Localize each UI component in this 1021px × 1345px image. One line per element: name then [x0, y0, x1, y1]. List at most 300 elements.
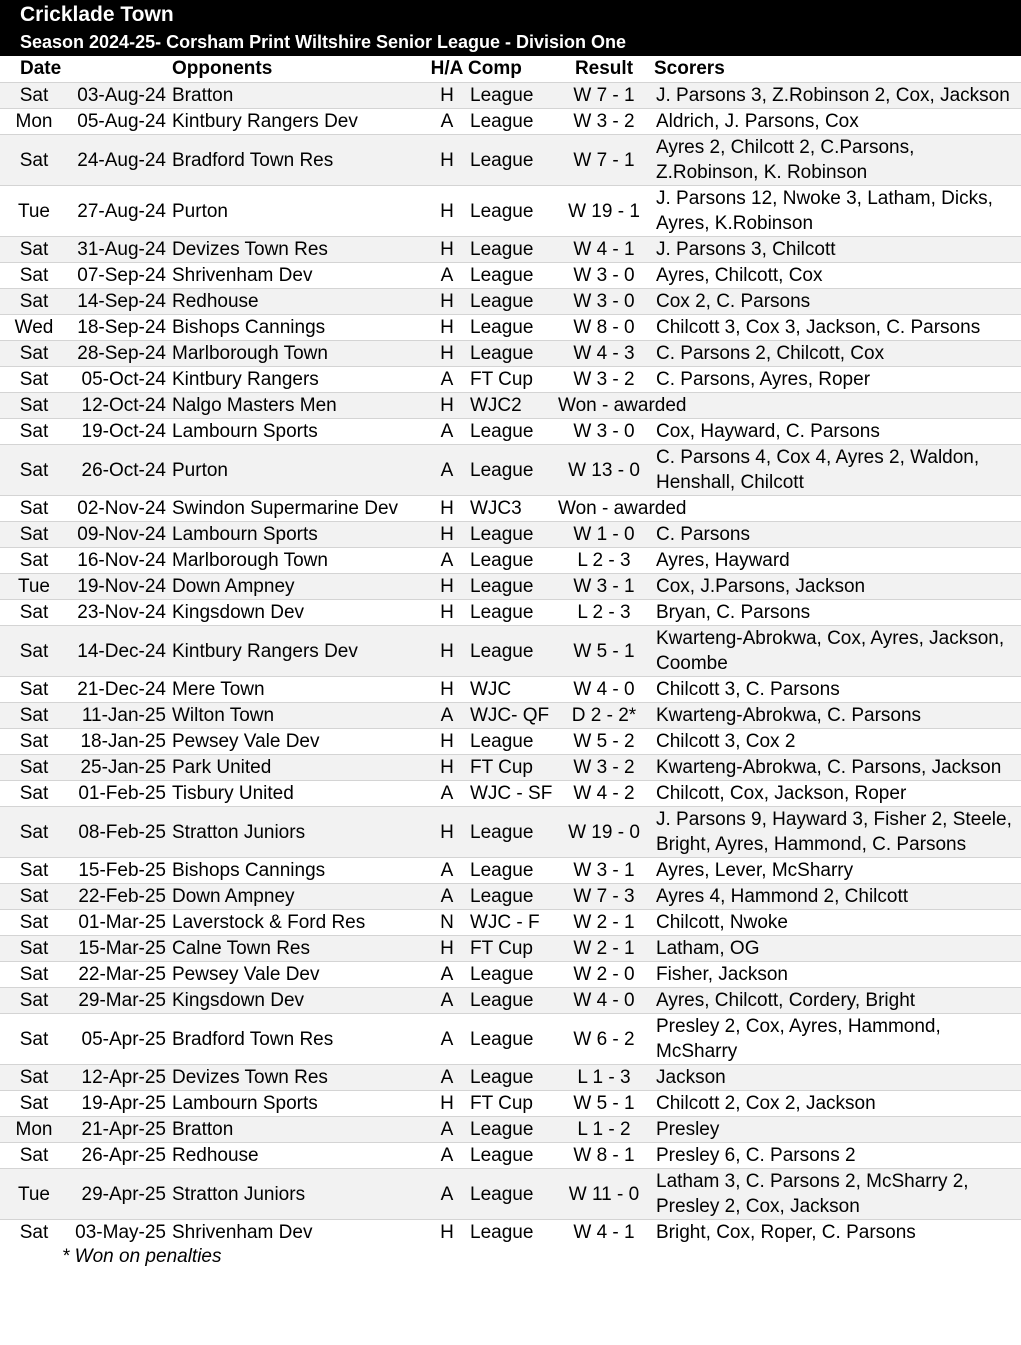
table-row — [0, 289, 1021, 315]
fixture-scorers: C. Parsons 4, Cox 4, Ayres 2, Waldon, Henshall, Chilcott — [656, 447, 980, 493]
fixture-result: W 7 - 3 — [573, 886, 635, 907]
fixture-competition: FT Cup — [470, 938, 534, 959]
fixture-date: 01-Mar-25 — [78, 912, 166, 933]
fixture-opponent: Stratton Juniors — [172, 1183, 306, 1205]
table-row — [0, 677, 1021, 703]
table-row — [0, 135, 1021, 186]
fixture-date: 03-Aug-24 — [77, 85, 166, 106]
fixture-date: 02-Nov-24 — [77, 498, 166, 519]
fixture-venue: A — [440, 705, 454, 726]
fixture-opponent: Marlborough Town — [172, 550, 328, 571]
fixture-result: W 8 - 0 — [573, 317, 635, 338]
fixture-day: Sat — [19, 421, 49, 442]
table-row — [0, 1091, 1021, 1117]
table-row — [0, 807, 1021, 858]
fixture-opponent: Lambourn Sports — [172, 524, 318, 545]
table-row — [0, 703, 1021, 729]
fixture-scorers: J. Parsons 3, Chilcott — [656, 239, 836, 260]
fixture-scorers: Presley — [656, 1119, 720, 1140]
fixture-venue: A — [440, 964, 454, 985]
season-subtitle: Season 2024-25- Corsham Print Wiltshire Senior League - Division One — [20, 32, 627, 52]
fixture-day: Wed — [14, 317, 54, 338]
fixture-competition: League — [470, 964, 534, 985]
fixture-competition: League — [470, 821, 534, 843]
fixture-date: 03-May-25 — [75, 1222, 166, 1243]
fixture-opponent: Laverstock & Ford Res — [172, 912, 366, 933]
fixture-day: Sat — [19, 886, 49, 907]
fixture-venue: A — [440, 1067, 454, 1088]
fixture-opponent: Purton — [172, 200, 228, 222]
fixture-date: 26-Oct-24 — [81, 459, 166, 481]
fixture-day: Tue — [17, 1183, 51, 1205]
fixture-result: W 5 - 1 — [573, 640, 635, 662]
fixture-scorers: Chilcott 2, Cox 2, Jackson — [656, 1093, 876, 1114]
fixture-scorers: Ayres, Chilcott, Cordery, Bright — [656, 990, 916, 1011]
fixture-scorers: Fisher, Jackson — [656, 964, 788, 985]
fixture-date: 25-Jan-25 — [80, 757, 166, 778]
fixture-opponent: Shrivenham Dev — [172, 265, 313, 286]
fixture-date: 28-Sep-24 — [77, 343, 166, 364]
fixture-result: W 4 - 0 — [573, 679, 635, 700]
fixture-venue: A — [440, 783, 454, 804]
fixture-competition: League — [470, 1119, 534, 1140]
fixture-date: 24-Aug-24 — [77, 149, 166, 171]
fixture-competition: League — [470, 1028, 534, 1050]
table-row — [0, 574, 1021, 600]
fixture-date: 23-Nov-24 — [77, 602, 166, 623]
fixture-opponent: Kintbury Rangers — [172, 369, 319, 390]
fixture-scorers: J. Parsons 12, Nwoke 3, Latham, Dicks, Ayres, K.Robinson — [656, 188, 993, 234]
fixture-opponent: Wilton Town — [172, 705, 275, 726]
column-header-result: Result — [574, 58, 634, 79]
fixture-scorers: Latham, OG — [656, 938, 760, 959]
fixture-venue: H — [440, 679, 454, 700]
fixture-date: 05-Aug-24 — [77, 111, 166, 132]
fixture-competition: League — [470, 317, 534, 338]
fixture-opponent: Tisbury United — [172, 783, 294, 804]
fixture-venue: H — [440, 524, 454, 545]
table-row — [0, 988, 1021, 1014]
fixture-date: 26-Apr-25 — [81, 1145, 166, 1166]
fixture-result: W 3 - 0 — [573, 291, 635, 312]
table-row — [0, 600, 1021, 626]
fixture-day: Sat — [19, 265, 49, 286]
fixture-date: 22-Feb-25 — [78, 886, 166, 907]
table-row — [0, 263, 1021, 289]
fixture-scorers: Bright, Cox, Roper, C. Parsons — [656, 1222, 916, 1243]
fixture-result: W 3 - 2 — [573, 757, 635, 778]
table-row — [0, 186, 1021, 237]
fixture-competition: League — [470, 731, 534, 752]
fixture-day: Sat — [19, 783, 49, 804]
table-row — [0, 341, 1021, 367]
fixture-day: Sat — [19, 395, 49, 416]
fixture-scorers: Aldrich, J. Parsons, Cox — [656, 111, 859, 132]
fixture-competition: League — [470, 421, 534, 442]
fixture-result: L 2 - 3 — [577, 550, 631, 571]
fixture-day: Sat — [19, 705, 49, 726]
table-row — [0, 237, 1021, 263]
fixture-competition: League — [470, 459, 534, 481]
fixture-venue: H — [440, 938, 454, 959]
fixture-scorers: Chilcott, Cox, Jackson, Roper — [656, 783, 907, 804]
fixture-venue: A — [440, 1119, 454, 1140]
fixture-opponent: Down Ampney — [172, 576, 295, 597]
fixture-venue: A — [440, 421, 454, 442]
fixture-date: 22-Mar-25 — [78, 964, 166, 985]
fixture-result: W 13 - 0 — [568, 459, 640, 481]
fixture-competition: League — [470, 524, 534, 545]
table-row — [0, 109, 1021, 135]
fixture-result: W 5 - 1 — [573, 1093, 635, 1114]
fixture-competition: League — [470, 1183, 534, 1205]
fixture-scorers: Presley 2, Cox, Ayres, Hammond, McSharry — [656, 1016, 941, 1062]
fixture-venue: A — [440, 990, 454, 1011]
fixture-opponent: Lambourn Sports — [172, 421, 318, 442]
fixture-day: Sat — [19, 1222, 49, 1243]
table-row — [0, 1065, 1021, 1091]
fixture-day: Sat — [19, 85, 49, 106]
fixture-venue: H — [440, 498, 454, 519]
fixture-competition: League — [470, 640, 534, 662]
fixture-venue: H — [440, 395, 454, 416]
fixture-day: Tue — [17, 200, 51, 222]
fixture-result: W 7 - 1 — [573, 149, 635, 171]
table-row — [0, 83, 1021, 109]
fixture-opponent: Lambourn Sports — [172, 1093, 318, 1114]
fixture-competition: League — [470, 111, 534, 132]
fixture-venue: A — [440, 369, 454, 390]
fixture-scorers — [654, 393, 1021, 419]
fixture-day: Tue — [17, 576, 51, 597]
fixture-competition: League — [470, 886, 534, 907]
column-header-scorers: Scorers — [654, 58, 725, 79]
fixture-day: Sat — [19, 1145, 49, 1166]
fixture-scorers: Kwarteng-Abrokwa, Cox, Ayres, Jackson, Coombe — [656, 628, 1005, 674]
fixture-date: 05-Oct-24 — [81, 369, 166, 390]
fixture-result: W 2 - 1 — [573, 912, 635, 933]
fixture-date: 18-Jan-25 — [80, 731, 166, 752]
fixture-date: 31-Aug-24 — [77, 239, 166, 260]
table-row — [0, 910, 1021, 936]
fixture-opponent: Down Ampney — [172, 886, 295, 907]
fixture-opponent: Devizes Town Res — [172, 239, 328, 260]
fixture-opponent: Kingsdown Dev — [172, 990, 305, 1011]
fixture-date: 21-Apr-25 — [81, 1119, 166, 1140]
fixture-opponent: Bratton — [172, 1119, 234, 1140]
fixture-scorers: Bryan, C. Parsons — [656, 602, 811, 623]
fixture-result: W 6 - 2 — [573, 1028, 635, 1050]
fixture-result: L 1 - 3 — [577, 1067, 631, 1088]
fixture-day: Sat — [19, 602, 49, 623]
fixture-day: Sat — [19, 731, 49, 752]
fixture-opponent: Marlborough Town — [172, 343, 328, 364]
fixture-opponent: Bishops Cannings — [172, 860, 326, 881]
fixture-scorers: Ayres 2, Chilcott 2, C.Parsons, Z.Robinson, K. Robinson — [656, 137, 915, 183]
fixture-opponent: Bradford Town Res — [172, 1028, 334, 1050]
fixture-scorers: Kwarteng-Abrokwa, C. Parsons, Jackson — [656, 757, 1002, 778]
fixture-opponent: Kintbury Rangers Dev — [172, 111, 358, 132]
fixture-scorers: Jackson — [656, 1067, 726, 1088]
fixture-scorers: Kwarteng-Abrokwa, C. Parsons — [656, 705, 922, 726]
fixture-opponent: Park United — [172, 757, 272, 778]
fixture-venue: H — [440, 239, 454, 260]
fixture-scorers: Chilcott, Nwoke — [656, 912, 788, 933]
fixture-day: Sat — [19, 149, 49, 171]
fixture-competition: League — [470, 860, 534, 881]
fixture-result: W 2 - 0 — [573, 964, 635, 985]
fixture-date: 01-Feb-25 — [78, 783, 166, 804]
fixture-date: 08-Feb-25 — [78, 821, 166, 843]
fixture-date: 15-Feb-25 — [78, 860, 166, 881]
fixture-competition: League — [470, 149, 534, 171]
fixture-date: 15-Mar-25 — [78, 938, 166, 959]
fixture-scorers: Ayres, Hayward — [656, 550, 790, 571]
column-header-date: Date — [20, 58, 62, 79]
fixture-day: Sat — [19, 459, 49, 481]
fixture-scorers: Ayres 4, Hammond 2, Chilcott — [656, 886, 909, 907]
fixture-day: Sat — [19, 821, 49, 843]
fixtures-body — [0, 83, 1021, 1246]
fixture-day: Sat — [19, 860, 49, 881]
fixture-day: Sat — [19, 757, 49, 778]
fixture-result: W 3 - 0 — [573, 265, 635, 286]
fixture-day: Sat — [19, 239, 49, 260]
fixture-competition: WJC — [470, 679, 512, 700]
fixture-scorers: Ayres, Lever, McSharry — [656, 860, 854, 881]
fixture-scorers: Presley 6, C. Parsons 2 — [656, 1145, 856, 1166]
fixture-competition: WJC2 — [470, 395, 522, 416]
fixture-date: 11-Jan-25 — [81, 705, 166, 726]
fixture-opponent: Bradford Town Res — [172, 149, 334, 171]
fixture-scorers — [654, 496, 1021, 522]
fixture-result: W 19 - 1 — [568, 200, 640, 222]
fixtures-table — [0, 56, 1021, 1245]
fixture-competition: FT Cup — [470, 369, 534, 390]
table-row — [0, 962, 1021, 988]
fixture-result: W 3 - 2 — [573, 111, 635, 132]
table-row — [0, 496, 1021, 522]
table-row — [0, 315, 1021, 341]
fixture-date: 07-Sep-24 — [77, 265, 166, 286]
fixture-date: 05-Apr-25 — [81, 1028, 166, 1050]
fixture-venue: A — [440, 860, 454, 881]
fixture-opponent: Swindon Supermarine Dev — [172, 498, 399, 519]
fixture-day: Sat — [19, 990, 49, 1011]
table-row — [0, 445, 1021, 496]
fixture-day: Sat — [19, 640, 49, 662]
fixture-competition: WJC - SF — [470, 783, 553, 804]
fixture-result: W 11 - 0 — [568, 1183, 640, 1205]
fixture-competition: League — [470, 576, 534, 597]
fixture-result: W 4 - 0 — [573, 990, 635, 1011]
fixture-venue: H — [440, 317, 454, 338]
fixture-venue: H — [440, 149, 454, 171]
footnote: * Won on penalties — [62, 1246, 222, 1267]
fixture-day: Mon — [15, 1119, 53, 1140]
fixture-scorers: Chilcott 3, Cox 3, Jackson, C. Parsons — [656, 317, 981, 338]
fixture-result: D 2 - 2* — [571, 705, 637, 726]
fixture-date: 19-Oct-24 — [81, 421, 166, 442]
fixture-opponent: Pewsey Vale Dev — [172, 964, 320, 985]
fixture-result: W 3 - 1 — [573, 576, 635, 597]
fixture-competition: League — [470, 602, 534, 623]
fixture-day: Sat — [19, 938, 49, 959]
table-row — [0, 1169, 1021, 1220]
fixture-venue: H — [440, 757, 454, 778]
fixture-competition: FT Cup — [470, 757, 534, 778]
fixture-venue: H — [440, 343, 454, 364]
fixture-competition: FT Cup — [470, 1093, 534, 1114]
fixture-scorers: J. Parsons 9, Hayward 3, Fisher 2, Steele, Bright, Ayres, Hammond, C. Parsons — [656, 809, 1012, 855]
column-header-ha: H/A — [430, 58, 464, 79]
fixture-competition: League — [470, 265, 534, 286]
fixture-opponent: Kintbury Rangers Dev — [172, 640, 358, 662]
fixture-result: L 1 - 2 — [577, 1119, 631, 1140]
table-row — [0, 729, 1021, 755]
fixture-venue: A — [440, 459, 454, 481]
fixture-date: 09-Nov-24 — [77, 524, 166, 545]
fixture-competition: League — [470, 200, 534, 222]
table-row — [0, 393, 1021, 419]
fixture-result: W 4 - 2 — [573, 783, 635, 804]
fixture-venue: H — [440, 200, 454, 222]
fixture-day: Sat — [19, 343, 49, 364]
fixture-date: 19-Apr-25 — [81, 1093, 166, 1114]
fixture-result: W 2 - 1 — [573, 938, 635, 959]
table-row — [0, 522, 1021, 548]
fixture-result: W 4 - 1 — [573, 239, 635, 260]
fixture-competition: League — [470, 1067, 534, 1088]
fixture-date: 12-Apr-25 — [81, 1067, 166, 1088]
fixture-date: 29-Mar-25 — [78, 990, 166, 1011]
table-row — [0, 548, 1021, 574]
table-row — [0, 1014, 1021, 1065]
fixture-venue: H — [440, 1222, 454, 1243]
fixture-date: 14-Sep-24 — [77, 291, 166, 312]
fixture-date: 18-Sep-24 — [77, 317, 166, 338]
fixture-day: Sat — [19, 1093, 49, 1114]
fixture-scorers: Chilcott 3, C. Parsons — [656, 679, 840, 700]
fixture-competition: League — [470, 85, 534, 106]
fixture-result: W 3 - 0 — [573, 421, 635, 442]
fixture-venue: A — [440, 111, 454, 132]
column-header-opponents: Opponents — [172, 58, 273, 79]
fixture-opponent: Bratton — [172, 85, 234, 106]
fixture-competition: League — [470, 239, 534, 260]
fixture-result: W 8 - 1 — [573, 1145, 635, 1166]
fixture-competition: WJC3 — [470, 498, 522, 519]
fixture-venue: H — [440, 602, 454, 623]
fixture-result: W 3 - 2 — [573, 369, 635, 390]
fixture-scorers: Chilcott 3, Cox 2 — [656, 731, 796, 752]
table-row — [0, 367, 1021, 393]
fixture-venue: A — [440, 1145, 454, 1166]
fixture-venue: A — [440, 886, 454, 907]
fixture-day: Sat — [19, 679, 49, 700]
fixture-venue: A — [440, 265, 454, 286]
table-row — [0, 419, 1021, 445]
fixture-opponent: Kingsdown Dev — [172, 602, 305, 623]
fixture-result: W 1 - 0 — [573, 524, 635, 545]
fixture-day: Sat — [19, 291, 49, 312]
fixture-scorers: C. Parsons, Ayres, Roper — [656, 369, 871, 390]
fixture-day: Sat — [19, 498, 49, 519]
fixture-venue: A — [440, 550, 454, 571]
fixture-result: W 7 - 1 — [573, 85, 635, 106]
fixture-venue: A — [440, 1028, 454, 1050]
fixture-opponent: Mere Town — [172, 679, 265, 700]
table-row — [0, 936, 1021, 962]
team-title: Cricklade Town — [20, 3, 174, 26]
fixture-competition: League — [470, 990, 534, 1011]
fixture-opponent: Shrivenham Dev — [172, 1222, 313, 1243]
fixture-date: 14-Dec-24 — [77, 640, 166, 662]
fixture-day: Sat — [19, 550, 49, 571]
fixture-result: W 19 - 0 — [568, 821, 640, 843]
fixture-opponent: Stratton Juniors — [172, 821, 306, 843]
fixture-date: 21-Dec-24 — [77, 679, 166, 700]
fixture-result: Won - awarded — [558, 498, 687, 519]
fixture-scorers: C. Parsons — [656, 524, 750, 545]
fixture-competition: League — [470, 1222, 534, 1243]
fixture-venue: H — [440, 291, 454, 312]
table-row — [0, 1117, 1021, 1143]
fixture-opponent: Bishops Cannings — [172, 317, 326, 338]
fixture-result: W 4 - 3 — [573, 343, 635, 364]
fixture-result: W 5 - 2 — [573, 731, 635, 752]
fixture-scorers: Cox, J.Parsons, Jackson — [656, 576, 866, 597]
fixture-day: Sat — [19, 524, 49, 545]
fixture-result: Won - awarded — [558, 395, 687, 416]
fixture-scorers: Latham 3, C. Parsons 2, McSharry 2, Presley 2, Cox, Jackson — [656, 1171, 969, 1217]
fixture-day: Mon — [15, 111, 53, 132]
fixture-opponent: Redhouse — [172, 291, 259, 312]
fixture-day: Sat — [19, 369, 49, 390]
table-row — [0, 1143, 1021, 1169]
fixture-venue: H — [440, 821, 454, 843]
fixture-opponent: Purton — [172, 459, 228, 481]
fixture-date: 29-Apr-25 — [81, 1183, 166, 1205]
fixture-competition: WJC - F — [470, 912, 540, 933]
table-row — [0, 858, 1021, 884]
fixture-venue: H — [440, 1093, 454, 1114]
fixture-venue: N — [440, 912, 454, 933]
fixture-venue: A — [440, 1183, 454, 1205]
fixture-venue: H — [440, 85, 454, 106]
fixture-competition: League — [470, 1145, 534, 1166]
fixture-competition: League — [470, 343, 534, 364]
fixture-result: W 3 - 1 — [573, 860, 635, 881]
fixture-date: 27-Aug-24 — [77, 200, 166, 222]
fixture-opponent: Devizes Town Res — [172, 1067, 328, 1088]
fixture-competition: League — [470, 550, 534, 571]
fixture-scorers: Cox 2, C. Parsons — [656, 291, 811, 312]
fixture-day: Sat — [19, 964, 49, 985]
fixture-scorers: Cox, Hayward, C. Parsons — [656, 421, 880, 442]
table-row — [0, 884, 1021, 910]
table-row — [0, 781, 1021, 807]
fixture-opponent: Redhouse — [172, 1145, 259, 1166]
table-row — [0, 1220, 1021, 1246]
fixture-day: Sat — [19, 912, 49, 933]
table-row — [0, 626, 1021, 677]
fixture-competition: WJC- QF — [470, 705, 550, 726]
fixture-scorers: Ayres, Chilcott, Cox — [656, 265, 823, 286]
fixture-scorers: J. Parsons 3, Z.Robinson 2, Cox, Jackson — [656, 85, 1010, 106]
table-row — [0, 755, 1021, 781]
fixture-competition: League — [470, 291, 534, 312]
